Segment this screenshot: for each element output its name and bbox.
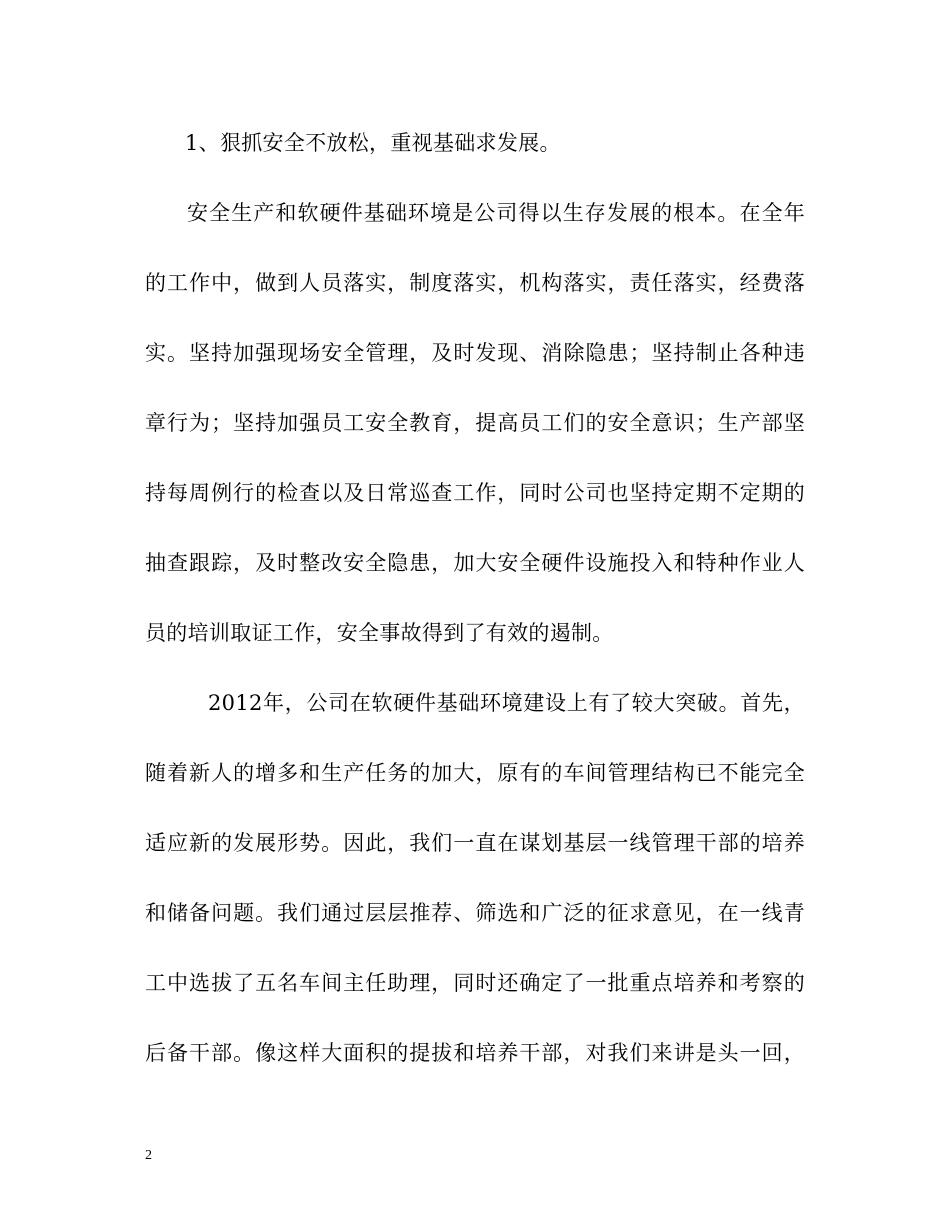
section-heading: 1、狠抓安全不放松，重视基础求发展。 xyxy=(185,131,561,155)
paragraph-line: 实。坚持加强现场安全管理，及时发现、消除隐患；坚持制止各种违 xyxy=(145,341,805,365)
paragraph-line: 随着新人的增多和生产任务的加大，原有的车间管理结构已不能完全 xyxy=(145,761,805,785)
paragraph-line: 抽查跟踪，及时整改安全隐患，加大安全硬件设施投入和特种作业人 xyxy=(145,551,805,575)
paragraph-line: 工中选拔了五名车间主任助理，同时还确定了一批重点培养和考察的 xyxy=(145,971,805,995)
paragraph-line: 员的培训取证工作，安全事故得到了有效的遏制。 xyxy=(145,621,614,645)
paragraph-line: 适应新的发展形势。因此，我们一直在谋划基层一线管理干部的培养 xyxy=(145,831,805,855)
paragraph-line: 后备干部。像这样大面积的提拔和培养干部，对我们来讲是头一回， xyxy=(145,1041,805,1065)
paragraph-line: 安全生产和软硬件基础环境是公司得以生存发展的根本。在全年 xyxy=(187,201,805,225)
page-number: 2 xyxy=(145,1148,152,1163)
paragraph-line: 持每周例行的检查以及日常巡查工作，同时公司也坚持定期不定期的 xyxy=(145,481,805,505)
paragraph-line: 和储备问题。我们通过层层推荐、筛选和广泛的征求意见，在一线青 xyxy=(145,901,805,925)
paragraph-line: 章行为；坚持加强员工安全教育，提高员工们的安全意识；生产部坚 xyxy=(145,411,805,435)
paragraph-line: 的工作中，做到人员落实，制度落实，机构落实，责任落实，经费落 xyxy=(145,271,805,295)
paragraph-line: 2012年，公司在软硬件基础环境建设上有了较大突破。首先， xyxy=(208,691,805,715)
